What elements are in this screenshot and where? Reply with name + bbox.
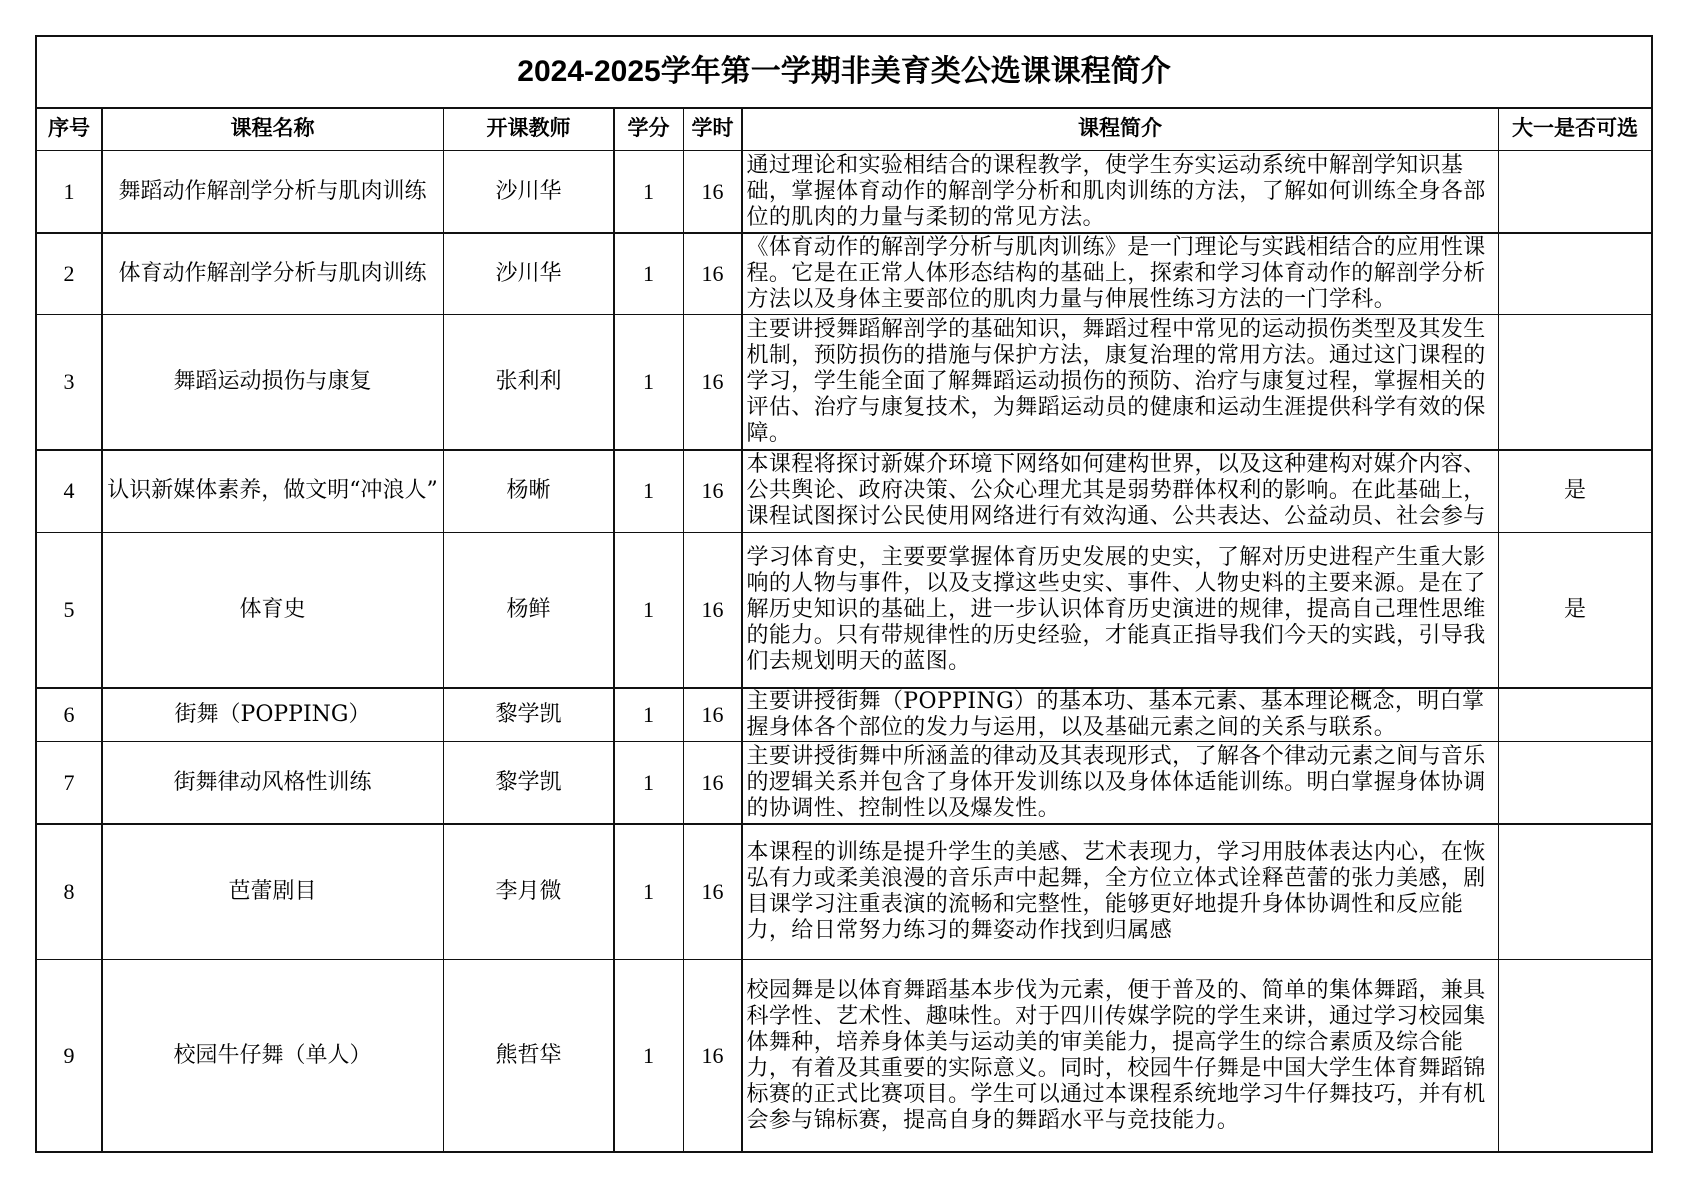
- row-7-index: 7: [37, 742, 101, 823]
- table-title: 2024-2025学年第一学期非美育类公选课课程简介: [37, 37, 1651, 107]
- row-4-freshman-eligible: 是: [1499, 451, 1651, 532]
- header-hours: 学时: [684, 109, 741, 150]
- row-7-teacher: 黎学凯: [444, 742, 613, 823]
- row-4-course-name: 认识新媒体素养，做文明“冲浪人”: [103, 451, 443, 532]
- row-5-credit: 1: [615, 533, 683, 687]
- row-2-index: 2: [37, 234, 101, 314]
- row-9-intro: 校园舞是以体育舞蹈基本步伐为元素，便于普及的、简单的集体舞蹈，兼具科学性、艺术性、趣味性。对于四川传媒学院的学生来讲，通过学习校园集体舞种，培养身体美与运动美的审美能力，提高学生的综合素质及综合能力，有着及其重要的实际意义。同时，校园牛仔舞是中国大学生体育舞蹈锦标赛的正式比赛项目。学生可以通过本课程系统地学习牛仔舞技巧，并有机会参与锦标赛，提高自身的舞蹈水平与竞技能力。: [743, 960, 1498, 1151]
- row-2-credit: 1: [615, 234, 683, 314]
- row-6-index: 6: [37, 689, 101, 741]
- row-4-index: 4: [37, 451, 101, 532]
- row-3-course-name: 舞蹈运动损伤与康复: [103, 315, 443, 449]
- row-4-credit: 1: [615, 451, 683, 532]
- row-1-teacher: 沙川华: [444, 151, 613, 232]
- row-7-intro: 主要讲授街舞中所涵盖的律动及其表现形式，了解各个律动元素之间与音乐的逻辑关系并包含了身体开发训练以及身体体适能训练。明白掌握身体协调的协调性、控制性以及爆发性。: [743, 742, 1498, 823]
- row-6-intro: 主要讲授街舞（POPPING）的基本功、基本元素、基本理论概念，明白掌握身体各个部位的发力与运用，以及基础元素之间的关系与联系。: [743, 689, 1498, 741]
- row-6-hours: 16: [684, 689, 741, 741]
- row-5-intro: 学习体育史，主要要掌握体育历史发展的史实，了解对历史进程产生重大影响的人物与事件，以及支撑这些史实、事件、人物史料的主要来源。是在了解历史知识的基础上，进一步认识体育历史演进的规律，提高自己理性思维的能力。只有带规律性的历史经验，才能真正指导我们今天的实践，引导我们去规划明天的蓝图。: [743, 533, 1498, 687]
- row-2-freshman-eligible: [1499, 234, 1651, 314]
- row-7-hours: 16: [684, 742, 741, 823]
- row-1-intro: 通过理论和实验相结合的课程教学，使学生夯实运动系统中解剖学知识基础，掌握体育动作的解剖学分析和肌肉训练的方法，了解如何训练全身各部位的肌肉的力量与柔韧的常见方法。: [743, 151, 1498, 232]
- header-intro: 课程简介: [743, 109, 1498, 150]
- row-6-course-name: 街舞（POPPING）: [103, 689, 443, 741]
- row-4-intro: 本课程将探讨新媒介环境下网络如何建构世界，以及这种建构对媒介内容、公共舆论、政府决策、公众心理尤其是弱势群体权利的影响。在此基础上，课程试图探讨公民使用网络进行有效沟通、公共表达、公益动员、社会参与: [743, 451, 1498, 532]
- row-1-credit: 1: [615, 151, 683, 232]
- row-8-course-name: 芭蕾剧目: [103, 825, 443, 959]
- row-1-hours: 16: [684, 151, 741, 232]
- row-7-credit: 1: [615, 742, 683, 823]
- row-6-freshman-eligible: [1499, 689, 1651, 741]
- row-9-hours: 16: [684, 960, 741, 1151]
- header-course-name: 课程名称: [103, 109, 443, 150]
- row-9-index: 9: [37, 960, 101, 1151]
- row-1-freshman-eligible: [1499, 151, 1651, 232]
- row-5-teacher: 杨鲜: [444, 533, 613, 687]
- row-8-teacher: 李月微: [444, 825, 613, 959]
- row-9-credit: 1: [615, 960, 683, 1151]
- row-3-hours: 16: [684, 315, 741, 449]
- row-8-freshman-eligible: [1499, 825, 1651, 959]
- row-9-teacher: 熊哲牮: [444, 960, 613, 1151]
- row-3-index: 3: [37, 315, 101, 449]
- row-2-intro: 《体育动作的解剖学分析与肌肉训练》是一门理论与实践相结合的应用性课程。它是在正常人体形态结构的基础上，探索和学习体育动作的解剖学分析方法以及身体主要部位的肌肉力量与伸展性练习方法的一门学科。: [743, 234, 1498, 314]
- course-table: [35, 35, 1653, 1153]
- row-5-freshman-eligible: 是: [1499, 533, 1651, 687]
- row-1-index: 1: [37, 151, 101, 232]
- header-index: 序号: [37, 109, 101, 150]
- row-2-course-name: 体育动作解剖学分析与肌肉训练: [103, 234, 443, 314]
- row-7-course-name: 街舞律动风格性训练: [103, 742, 443, 823]
- row-2-teacher: 沙川华: [444, 234, 613, 314]
- header-credit: 学分: [615, 109, 683, 150]
- row-3-teacher: 张利利: [444, 315, 613, 449]
- row-9-freshman-eligible: [1499, 960, 1651, 1151]
- row-3-credit: 1: [615, 315, 683, 449]
- header-teacher: 开课教师: [444, 109, 613, 150]
- row-2-hours: 16: [684, 234, 741, 314]
- row-5-hours: 16: [684, 533, 741, 687]
- row-3-freshman-eligible: [1499, 315, 1651, 449]
- header-freshman-eligible: 大一是否可选: [1499, 109, 1651, 150]
- row-3-intro: 主要讲授舞蹈解剖学的基础知识，舞蹈过程中常见的运动损伤类型及其发生机制，预防损伤的措施与保护方法，康复治理的常用方法。通过这门课程的学习，学生能全面了解舞蹈运动损伤的预防、治疗与康复过程，掌握相关的评估、治疗与康复技术，为舞蹈运动员的健康和运动生涯提供科学有效的保障。: [743, 315, 1498, 449]
- row-4-hours: 16: [684, 451, 741, 532]
- row-5-course-name: 体育史: [103, 533, 443, 687]
- row-8-index: 8: [37, 825, 101, 959]
- row-6-teacher: 黎学凯: [444, 689, 613, 741]
- row-6-credit: 1: [615, 689, 683, 741]
- row-8-credit: 1: [615, 825, 683, 959]
- row-8-hours: 16: [684, 825, 741, 959]
- row-1-course-name: 舞蹈动作解剖学分析与肌肉训练: [103, 151, 443, 232]
- row-8-intro: 本课程的训练是提升学生的美感、艺术表现力，学习用肢体表达内心，在恢弘有力或柔美浪漫的音乐声中起舞，全方位立体式诠释芭蕾的张力美感，剧目课学习注重表演的流畅和完整性，能够更好地提升身体协调性和反应能力，给日常努力练习的舞姿动作找到归属感: [743, 825, 1498, 959]
- row-7-freshman-eligible: [1499, 742, 1651, 823]
- row-5-index: 5: [37, 533, 101, 687]
- row-9-course-name: 校园牛仔舞（单人）: [103, 960, 443, 1151]
- row-4-teacher: 杨晰: [444, 451, 613, 532]
